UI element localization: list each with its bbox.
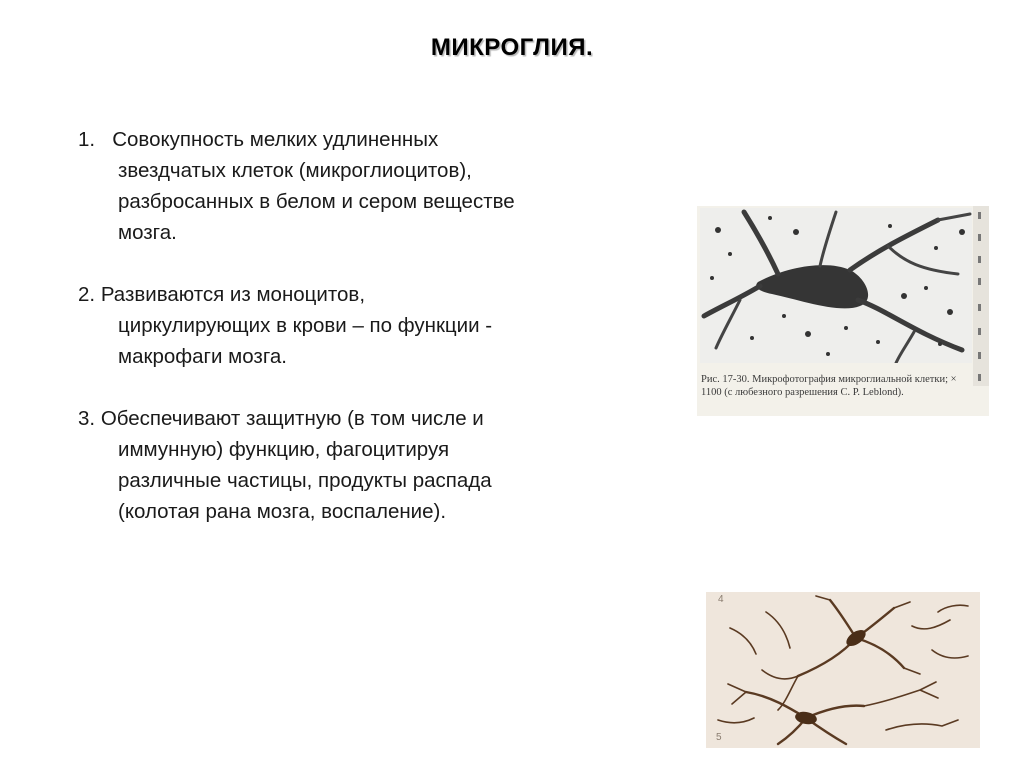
item-text: Обеспечивают защитную (в том числе и иммунную) функцию, фагоцитируя различные частицы, продукты распада (колотая рана мозга, воспаление). [100,407,492,523]
adjacent-page-edge [973,206,989,386]
figure-number-top: 4 [718,594,724,605]
microglia-micrograph [700,208,972,363]
list-item-2 [78,279,518,372]
list-item-1 [78,124,518,248]
microglia-drawing-figure [706,592,980,748]
item-number: 2. [78,283,96,306]
list-item-3 [78,403,518,527]
item-number: 3. [78,407,96,430]
slide-title: МИКРОГЛИЯ. [430,34,594,61]
item-text: Совокупность мелких удлиненных звездчатых клеток (микроглиоцитов), разбросанных в белом и сером веществе мозга. [112,128,515,244]
microglia-drawing [706,592,980,748]
item-number: 1. [78,128,96,151]
content-list [78,124,518,527]
figure-caption: Рис. 17-30. Микрофотография микроглиальной клетки; × 1100 (с любезного разрешения C. P. Leblond). [701,374,957,398]
item-text: Развиваются из моноцитов, циркулирующих в крови – по функции - макрофаги мозга. [100,283,493,368]
figure-number-bottom: 5 [716,732,722,743]
micrograph-figure [697,206,989,416]
